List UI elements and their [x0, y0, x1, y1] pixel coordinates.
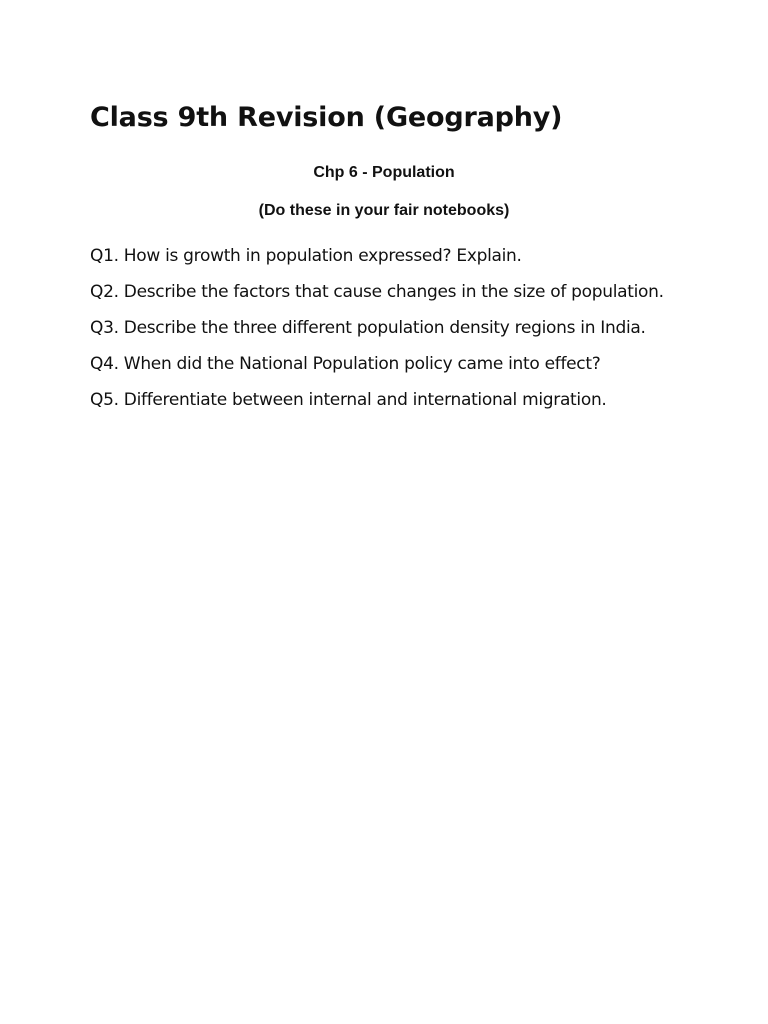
question-item-2: Q2. Describe the factors that cause changes in the size of population. — [90, 282, 664, 302]
question-list — [90, 238, 664, 418]
instruction-text: (Do these in your fair notebooks) — [258, 202, 510, 219]
question-item-4: Q4. When did the National Population policy came into effect? — [90, 354, 601, 374]
page-title: Class 9th Revision (Geography) — [90, 102, 563, 133]
question-item-3: Q3. Describe the three different population density regions in India. — [90, 318, 646, 338]
question-item-5: Q5. Differentiate between internal and international migration. — [90, 390, 607, 410]
chapter-heading: Chp 6 - Population — [313, 164, 455, 181]
question-item-1: Q1. How is growth in population expressed? Explain. — [90, 246, 522, 266]
